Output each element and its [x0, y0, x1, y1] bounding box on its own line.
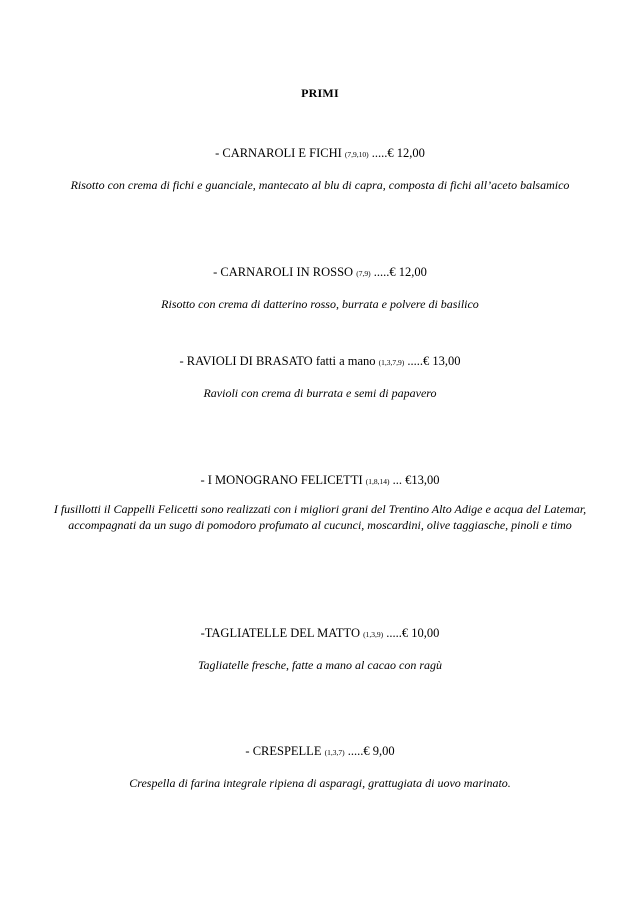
dish-allergens: (1,3,7) — [324, 748, 345, 757]
dish-name: -TAGLIATELLE DEL MATTO — [200, 626, 360, 640]
dish-title — [40, 743, 600, 761]
dish-title — [40, 145, 600, 163]
dish-name: - CARNAROLI IN ROSSO — [213, 265, 354, 279]
dish-price: .....€ 10,00 — [386, 626, 440, 640]
dish-allergens: (1,3,9) — [363, 630, 384, 639]
dish-title — [40, 264, 600, 282]
dish-price: .....€ 12,00 — [371, 146, 425, 160]
dish-carnaroli-e-fichi — [40, 145, 600, 193]
dish-tagliatelle-del-matto — [40, 625, 600, 673]
dish-price: ... €13,00 — [392, 473, 440, 487]
dish-title — [40, 625, 600, 643]
dish-name: - CRESPELLE — [245, 744, 325, 758]
dish-crespelle — [40, 743, 600, 791]
dish-description: Tagliatelle fresche, fatte a mano al cacao con ragù — [197, 658, 443, 672]
dish-description: Risotto con crema di datterino rosso, burrata e polvere di basilico — [161, 297, 479, 311]
dish-price: .....€ 13,00 — [407, 354, 461, 368]
dish-ravioli-di-brasato — [40, 353, 600, 401]
dish-name: - CARNAROLI E FICHI — [215, 146, 342, 160]
dish-allergens: (7,9) — [356, 269, 371, 278]
dish-carnaroli-in-rosso — [40, 264, 600, 312]
dish-allergens: (1,8,14) — [365, 477, 390, 486]
dish-allergens: (1,3,7,9) — [378, 358, 405, 367]
dish-allergens: (7,9,10) — [344, 150, 369, 159]
dish-price: .....€ 12,00 — [373, 265, 427, 279]
dish-title — [40, 472, 600, 490]
dish-name: - I MONOGRANO FELICETTI — [200, 473, 363, 487]
dish-name: - RAVIOLI DI BRASATO fatti a mano — [179, 354, 376, 368]
dish-description: Crespella di farina integrale ripiena di asparagi, grattugiata di uovo marinato. — [129, 776, 511, 790]
dish-title — [40, 353, 600, 371]
section-title: PRIMI — [301, 86, 339, 100]
dish-price: .....€ 9,00 — [347, 744, 395, 758]
dish-monograno-felicetti — [40, 472, 600, 533]
dish-description: I fusillotti il Cappelli Felicetti sono realizzati con i migliori grani del Trentino Alto Adige e acqua del Latemar, accompagnati da un sugo di pomodoro profumato al cucunci, moscardini, olive taggiasche, pinoli e timo — [53, 502, 587, 532]
dish-description: Ravioli con crema di burrata e semi di papavero — [203, 386, 437, 400]
dish-description: Risotto con crema di fichi e guanciale, mantecato al blu di capra, composta di fichi all’aceto balsamico — [70, 178, 570, 192]
